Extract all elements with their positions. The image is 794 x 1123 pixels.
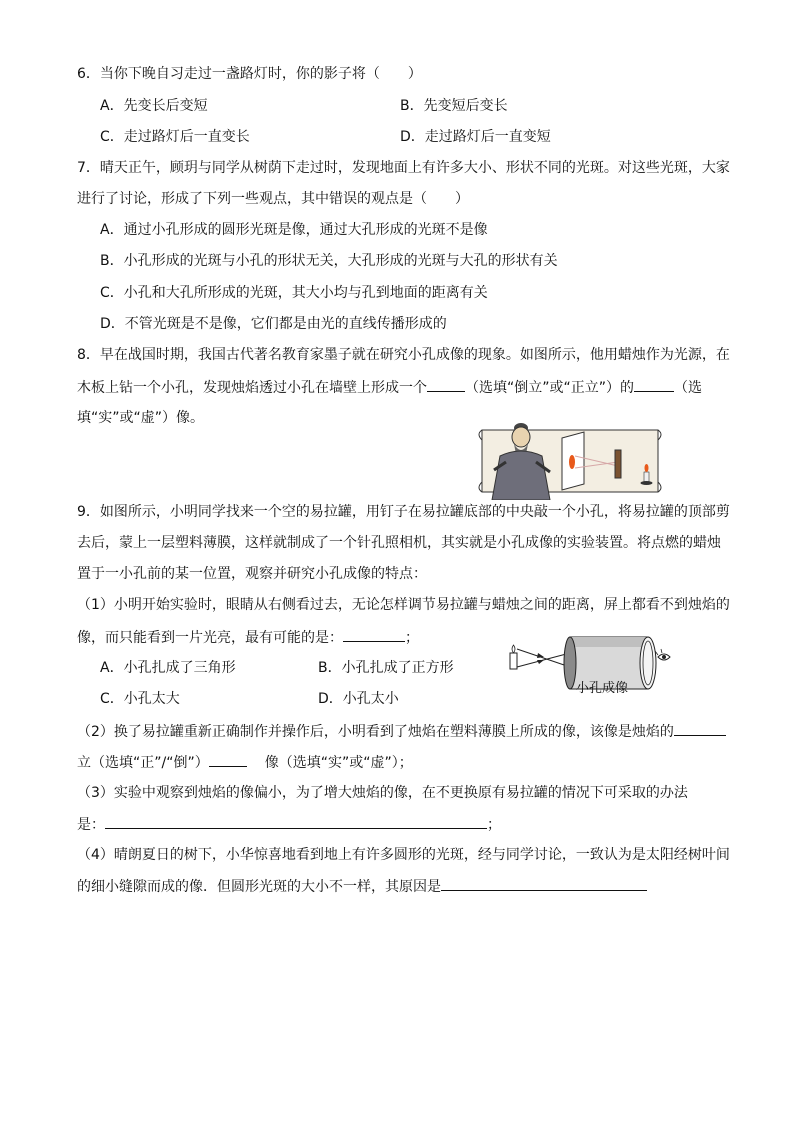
q9-part3-line2: [77, 814, 501, 835]
q9-part2-text-b: 像（选填“实”或“虚”）；: [264, 755, 413, 771]
eye-icon: [655, 649, 670, 660]
q6-stem: 6．当你下晚自习走过一盏路灯时，你的影子将（ ）: [77, 66, 422, 82]
q9-part1-line1: （1）小明开始实验时，眼睛从右侧看过去，无论怎样调节易拉罐与蜡烛之间的距离，屏上都看不到烛焰的: [77, 597, 730, 613]
inverted-flame-image: [569, 455, 575, 469]
q9-option-d: D．小孔太小: [318, 691, 399, 707]
answer-blank-part1[interactable]: [343, 627, 405, 642]
q6-option-a: A．先变长后变短: [100, 98, 208, 114]
answer-blank-upright-inverted[interactable]: [674, 721, 726, 736]
q7-option-c: C．小孔和大孔所形成的光斑，其大小均与孔到地面的距离有关: [100, 285, 488, 301]
q9-line3: 置于一小孔前的某一位置，观察并研究小孔成像的特点：: [77, 566, 427, 582]
q9-part2-line1: [77, 721, 726, 742]
answer-blank-image-type[interactable]: [209, 752, 247, 767]
q9-part4-line2: [77, 876, 647, 897]
q8-line2-part3: （选: [674, 380, 703, 396]
answer-blank-real-virtual[interactable]: [634, 377, 674, 392]
q9-option-c: C．小孔太大: [100, 691, 180, 707]
q9-option-a: A．小孔扎成了三角形: [100, 660, 236, 676]
q9-part3-text: 是：: [77, 817, 105, 833]
pinhole-board: [615, 450, 621, 478]
q9-part1-line2: [77, 627, 419, 648]
q6-option-d: D．走过路灯后一直变短: [400, 129, 551, 145]
answer-blank-part3[interactable]: [105, 814, 487, 829]
candle-icon: [510, 645, 517, 669]
q7-stem-line1: 7．晴天正午，顾玥与同学从树荫下走过时，发现地面上有许多大小、形状不同的光斑。对这些光斑，大家: [77, 160, 730, 176]
q9-part3-line1: （3）实验中观察到烛焰的像偏小，为了增大烛焰的像，在不更换原有易拉罐的情况下可采取的办法: [77, 785, 688, 801]
q8-line2-part1: 木板上钻一个小孔，发现烛焰透过小孔在墙壁上形成一个: [77, 380, 427, 396]
q9-part2-line2: [77, 752, 413, 773]
q9-part1-end: ；: [405, 630, 419, 646]
q9-part2-text: （2）换了易拉罐重新正确制作并操作后，小明看到了烛焰在塑料薄膜上所成的像，该像是烛焰的: [77, 724, 674, 740]
q7-option-b: B．小孔形成的光斑与小孔的形状无关，大孔形成的光斑与大孔的形状有关: [100, 253, 558, 269]
q7-stem-line2: 进行了讨论，形成了下列一些观点，其中错误的观点是（ ）: [77, 191, 469, 207]
q8-line1: 8．早在战国时期，我国古代著名教育家墨子就在研究小孔成像的现象。如图所示，他用蜡烛作为光源，在: [77, 347, 730, 363]
answer-blank-inverted[interactable]: [427, 377, 465, 392]
q6-option-b: B．先变短后变长: [400, 98, 508, 114]
q9-part1-text: 像，而只能看到一片光亮，最有可能的是：: [77, 630, 343, 646]
q9-part4-line1: （4）晴朗夏日的树下，小华惊喜地看到地上有许多圆形的光斑，经与同学讨论，一致认为是太阳经树叶间: [77, 847, 730, 863]
q8-line2-part2: （选填“倒立”或“正立”）的: [465, 380, 635, 396]
q9-part3-end: ；: [487, 817, 501, 833]
q6-option-c: C．走过路灯后一直变长: [100, 129, 250, 145]
q9-line2: 去后，蒙上一层塑料薄膜，这样就制成了一个针孔照相机，其实就是小孔成像的实验装置。将点燃的蜡烛: [77, 535, 721, 551]
q8-line3: 填“实”或“虚”）像。: [77, 410, 205, 426]
q7-option-a: A．通过小孔形成的圆形光斑是像，通过大孔形成的光斑不是像: [100, 222, 488, 238]
answer-blank-part4[interactable]: [441, 876, 647, 891]
q7-option-d: D．不管光斑是不是像，它们都是由光的直线传播形成的: [100, 316, 447, 332]
figure-caption: 小孔成像: [576, 681, 629, 696]
q9-line1: 9．如图所示，小明同学找来一个空的易拉罐，用钉子在易拉罐底部的中央敲一个小孔，将易拉罐的顶部剪: [77, 504, 730, 520]
q9-part2-text-a: 立（选填“正”/“倒”）: [77, 755, 209, 771]
q9-option-b: B．小孔扎成了正方形: [318, 660, 454, 676]
q9-part4-text: 的细小缝隙而成的像．但圆形光斑的大小不一样，其原因是: [77, 879, 441, 895]
q8-line2: [77, 377, 702, 398]
mozi-figure-illustration: [476, 418, 666, 500]
